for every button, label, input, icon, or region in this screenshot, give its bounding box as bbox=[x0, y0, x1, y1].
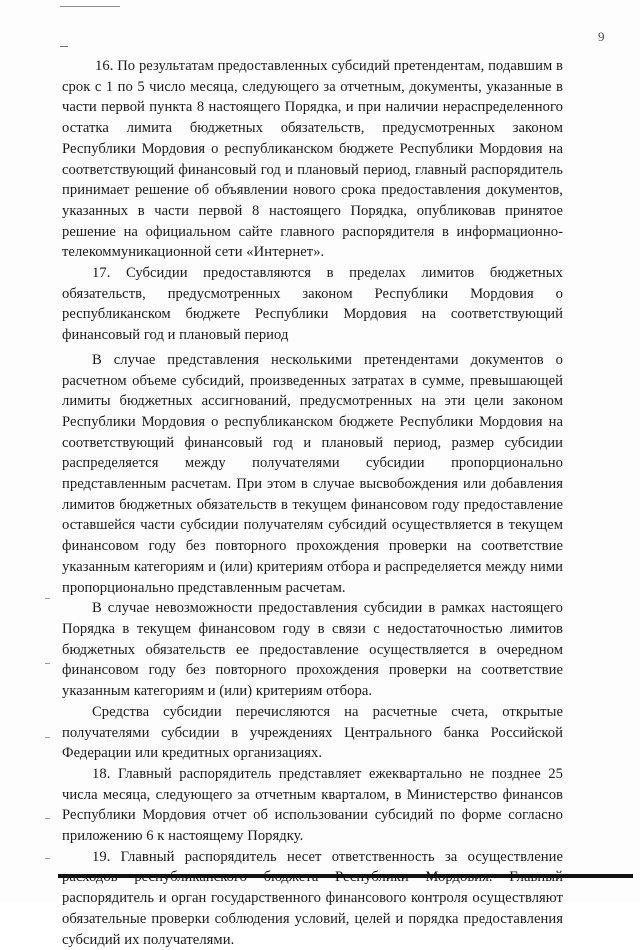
paragraph-16: 16. По результатам предоставленных субсидий претендентам, подавшим в срок с 1 по 5 число месяца, следующего за отчетным, документы, указанные в части первой пункта 8 настоящего Порядка, и при наличии нераспределенного остатка лимита бюджетных обязательств, предусмотренных законом Республики Мордовия о республиканском бюджете Республики Мордовия на соответствующий финансовый год и плановый период, главный распорядитель принимает решение об объявлении нового срока предоставления документов, указанных в части первой 8 настоящего Порядка, опубликовав принятое решение на официальном сайте главного распорядителя в информационно-телекоммуникационной сети «Интернет». bbox=[62, 58, 563, 261]
document-body bbox=[62, 56, 563, 950]
paragraph-impossibility: В случае невозможности предоставления субсидии в рамках настоящего Порядка в текущем финансовом году в связи с недостаточностью лимитов бюджетных обязательств ее предоставление осуществляется в очередном финансовом году без повторного прохождения проверки на соответствие указанным категориям и (или) критериям отбора. bbox=[62, 600, 563, 700]
scan-bottom-edge bbox=[58, 874, 633, 878]
paragraph-17: 17. Субсидии предоставляются в пределах лимитов бюджетных обязательств, предусмотренных законом Республики Мордовия о республиканском бюджете Республики Мордовия на соответствующий финансовый год и плановый период bbox=[62, 265, 563, 344]
scan-artifact-line bbox=[60, 6, 120, 7]
paragraph-transfer: Средства субсидии перечисляются на расчетные счета, открытые получателями субсидии в учреждениях Центрального банка Российской Федерации или кредитных организациях. bbox=[62, 703, 563, 762]
paragraph-18: 18. Главный распорядитель представляет ежеквартально не позднее 25 числа месяца, следующего за отчетным кварталом, в Министерство финансов Республики Мордовия отчет об использовании субсидий по форме согласно приложению 6 к настоящему Порядку. bbox=[62, 765, 563, 845]
paragraph-19: 19. Главный распорядитель несет ответственность за осуществление распорядитель и орган государственного финансового контроля осуществляют обязательные проверки соблюдения условий, целей и порядка предоставления субсидий их получателями. bbox=[62, 848, 563, 948]
paragraph-distribution: В случае представления несколькими претендентами документов о расчетном объеме субсидий, произведенных затратах в сумме, превышающей лимиты бюджетных ассигнований, предусмотренных на эти цели законом Республики Мордовия о республиканском бюджете Республики Мордовия на соответствующий финансовый год и плановый период, размер субсидии распределяется между получателями субсидии пропорционально представленным расчетам. При этом в случае высвобождения или добавления лимитов бюджетных обязательств в текущем финансовом году предоставление оставшейся части субсидии получателям субсидий осуществляется в текущем финансовом году без повторного прохождения проверки на соответствие указанным категориям и (или) критериям отбора и распределяется между ними пропорционально представленным расчетам. bbox=[62, 351, 563, 596]
page-number: 9 bbox=[598, 29, 605, 44]
